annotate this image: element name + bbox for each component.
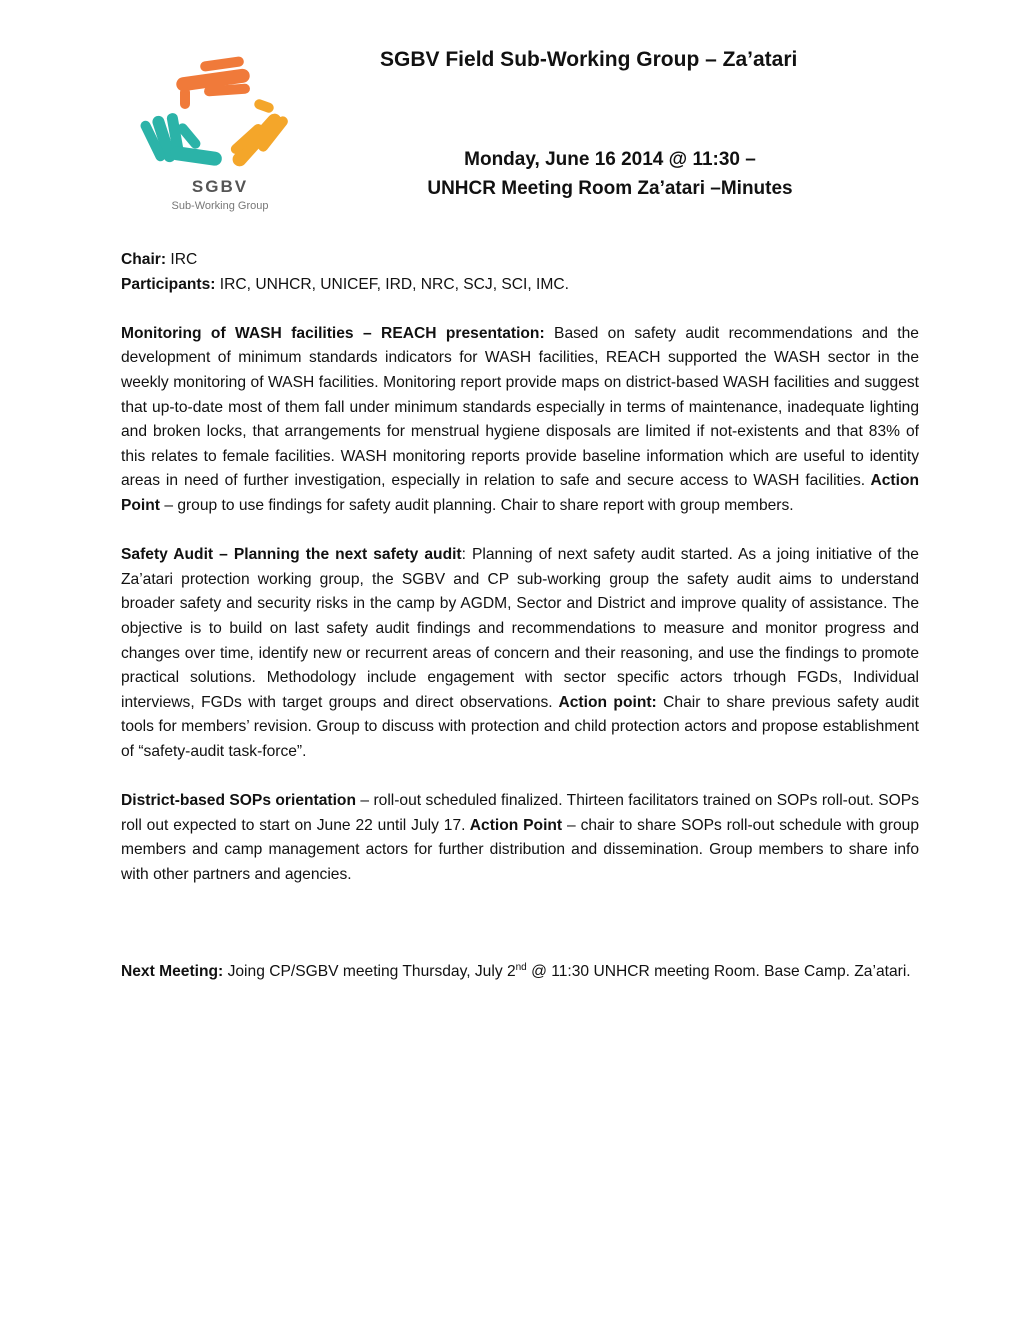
yellow-hand-icon bbox=[229, 98, 290, 169]
wash-section bbox=[121, 322, 919, 519]
chair-value: IRC bbox=[166, 251, 198, 268]
sops-action-label: Action Point bbox=[465, 816, 563, 834]
meeting-date: Monday, June 16 2014 @ 11:30 – bbox=[464, 149, 756, 170]
audit-action-label: Action point: bbox=[552, 693, 657, 711]
sops-body: – roll-out scheduled finalized. Thirteen facilitators trained on SOPs roll-out. SOPs roll out expected to start on June 22 until July 17. bbox=[121, 792, 919, 834]
chair-label: Chair: bbox=[121, 251, 167, 268]
hands-logo-icon bbox=[140, 55, 300, 180]
teal-hand-icon bbox=[140, 112, 223, 166]
logo-title: SGBV bbox=[191, 177, 249, 196]
next-meeting-section bbox=[121, 960, 919, 985]
next-meeting-body-end: @ 11:30 UNHCR meeting Room. Base Camp. Za’atari. bbox=[526, 963, 911, 981]
audit-action-text: Chair to share previous safety audit tools for members’ revision. Group to discuss with protection and child protection actors and propose establishment of “safety-audit task-force”. bbox=[121, 693, 919, 760]
participants-value: IRC, UNHCR, UNICEF, IRD, NRC, SCJ, SCI, IMC. bbox=[215, 275, 569, 293]
next-meeting-heading: Next Meeting: bbox=[121, 963, 224, 981]
sgbv-logo bbox=[140, 55, 300, 220]
wash-action-text: – group to use findings for safety audit planning. Chair to share report with group members. bbox=[159, 496, 794, 514]
wash-heading: Monitoring of WASH facilities – REACH presentation: bbox=[121, 324, 545, 342]
participants-label: Participants: bbox=[121, 275, 216, 293]
date-superscript: nd bbox=[515, 962, 527, 974]
document-title: SGBV Field Sub-Working Group – Za’atari bbox=[380, 48, 798, 71]
meeting-location: UNHCR Meeting Room Za’atari –Minutes bbox=[427, 178, 793, 199]
sops-section bbox=[121, 789, 919, 887]
audit-body: : Planning of next safety audit started. As a joing initiative of the Za’atari protection working group, the SGBV and CP sub-working group the safety audit aims to understand broader safety and security risks in the camp by AGDM, Sector and District and improve quality of assistance. The objective is to build on last safety audit findings and recommendations to measure and monitor progress and changes over time, identify new or recurrent areas of concern and their reasoning, and use the findings to promote practical solutions. Methodology include engagement with sector specific actors trhough FGDs, Individual interviews, FGDs with target groups and direct observations. bbox=[121, 546, 919, 711]
wash-body: Based on safety audit recommendations and the development of minimum standards indicators for WASH facilities, REACH supported the WASH sector in the weekly monitoring of WASH facilities. Monitoring report provide maps on district-based WASH facilities and suggest that up-to-date most of them fall under minimum standards especially in terms of maintenance, inadequate lighting and broken locks, that arrangements for menstrual hygiene disposals are limited if not-existents and that 83% of this relates to female facilities. WASH monitoring reports provide baseline information which are useful to identity areas in need of further investigation, especially in relation to safe and secure access to WASH facilities. bbox=[121, 324, 919, 490]
next-meeting-body: Joing CP/SGBV meeting Thursday, July 2 bbox=[223, 963, 516, 981]
participants-line bbox=[121, 273, 919, 298]
chair-line bbox=[121, 248, 919, 273]
wash-action-label: Action Point bbox=[121, 472, 920, 514]
minutes-body bbox=[121, 248, 919, 985]
sops-action-text: – chair to share SOPs roll-out schedule with group members and camp management actors for further distribution and dissemination. Group members to share info with other partners and agencies. bbox=[121, 816, 920, 883]
logo-subtitle: Sub-Working Group bbox=[171, 200, 269, 212]
meeting-info bbox=[380, 145, 840, 203]
sops-heading: District-based SOPs orientation bbox=[121, 792, 356, 810]
audit-section bbox=[121, 543, 919, 764]
orange-hand-icon bbox=[175, 56, 250, 109]
audit-heading: Safety Audit – Planning the next safety audit bbox=[121, 546, 462, 564]
